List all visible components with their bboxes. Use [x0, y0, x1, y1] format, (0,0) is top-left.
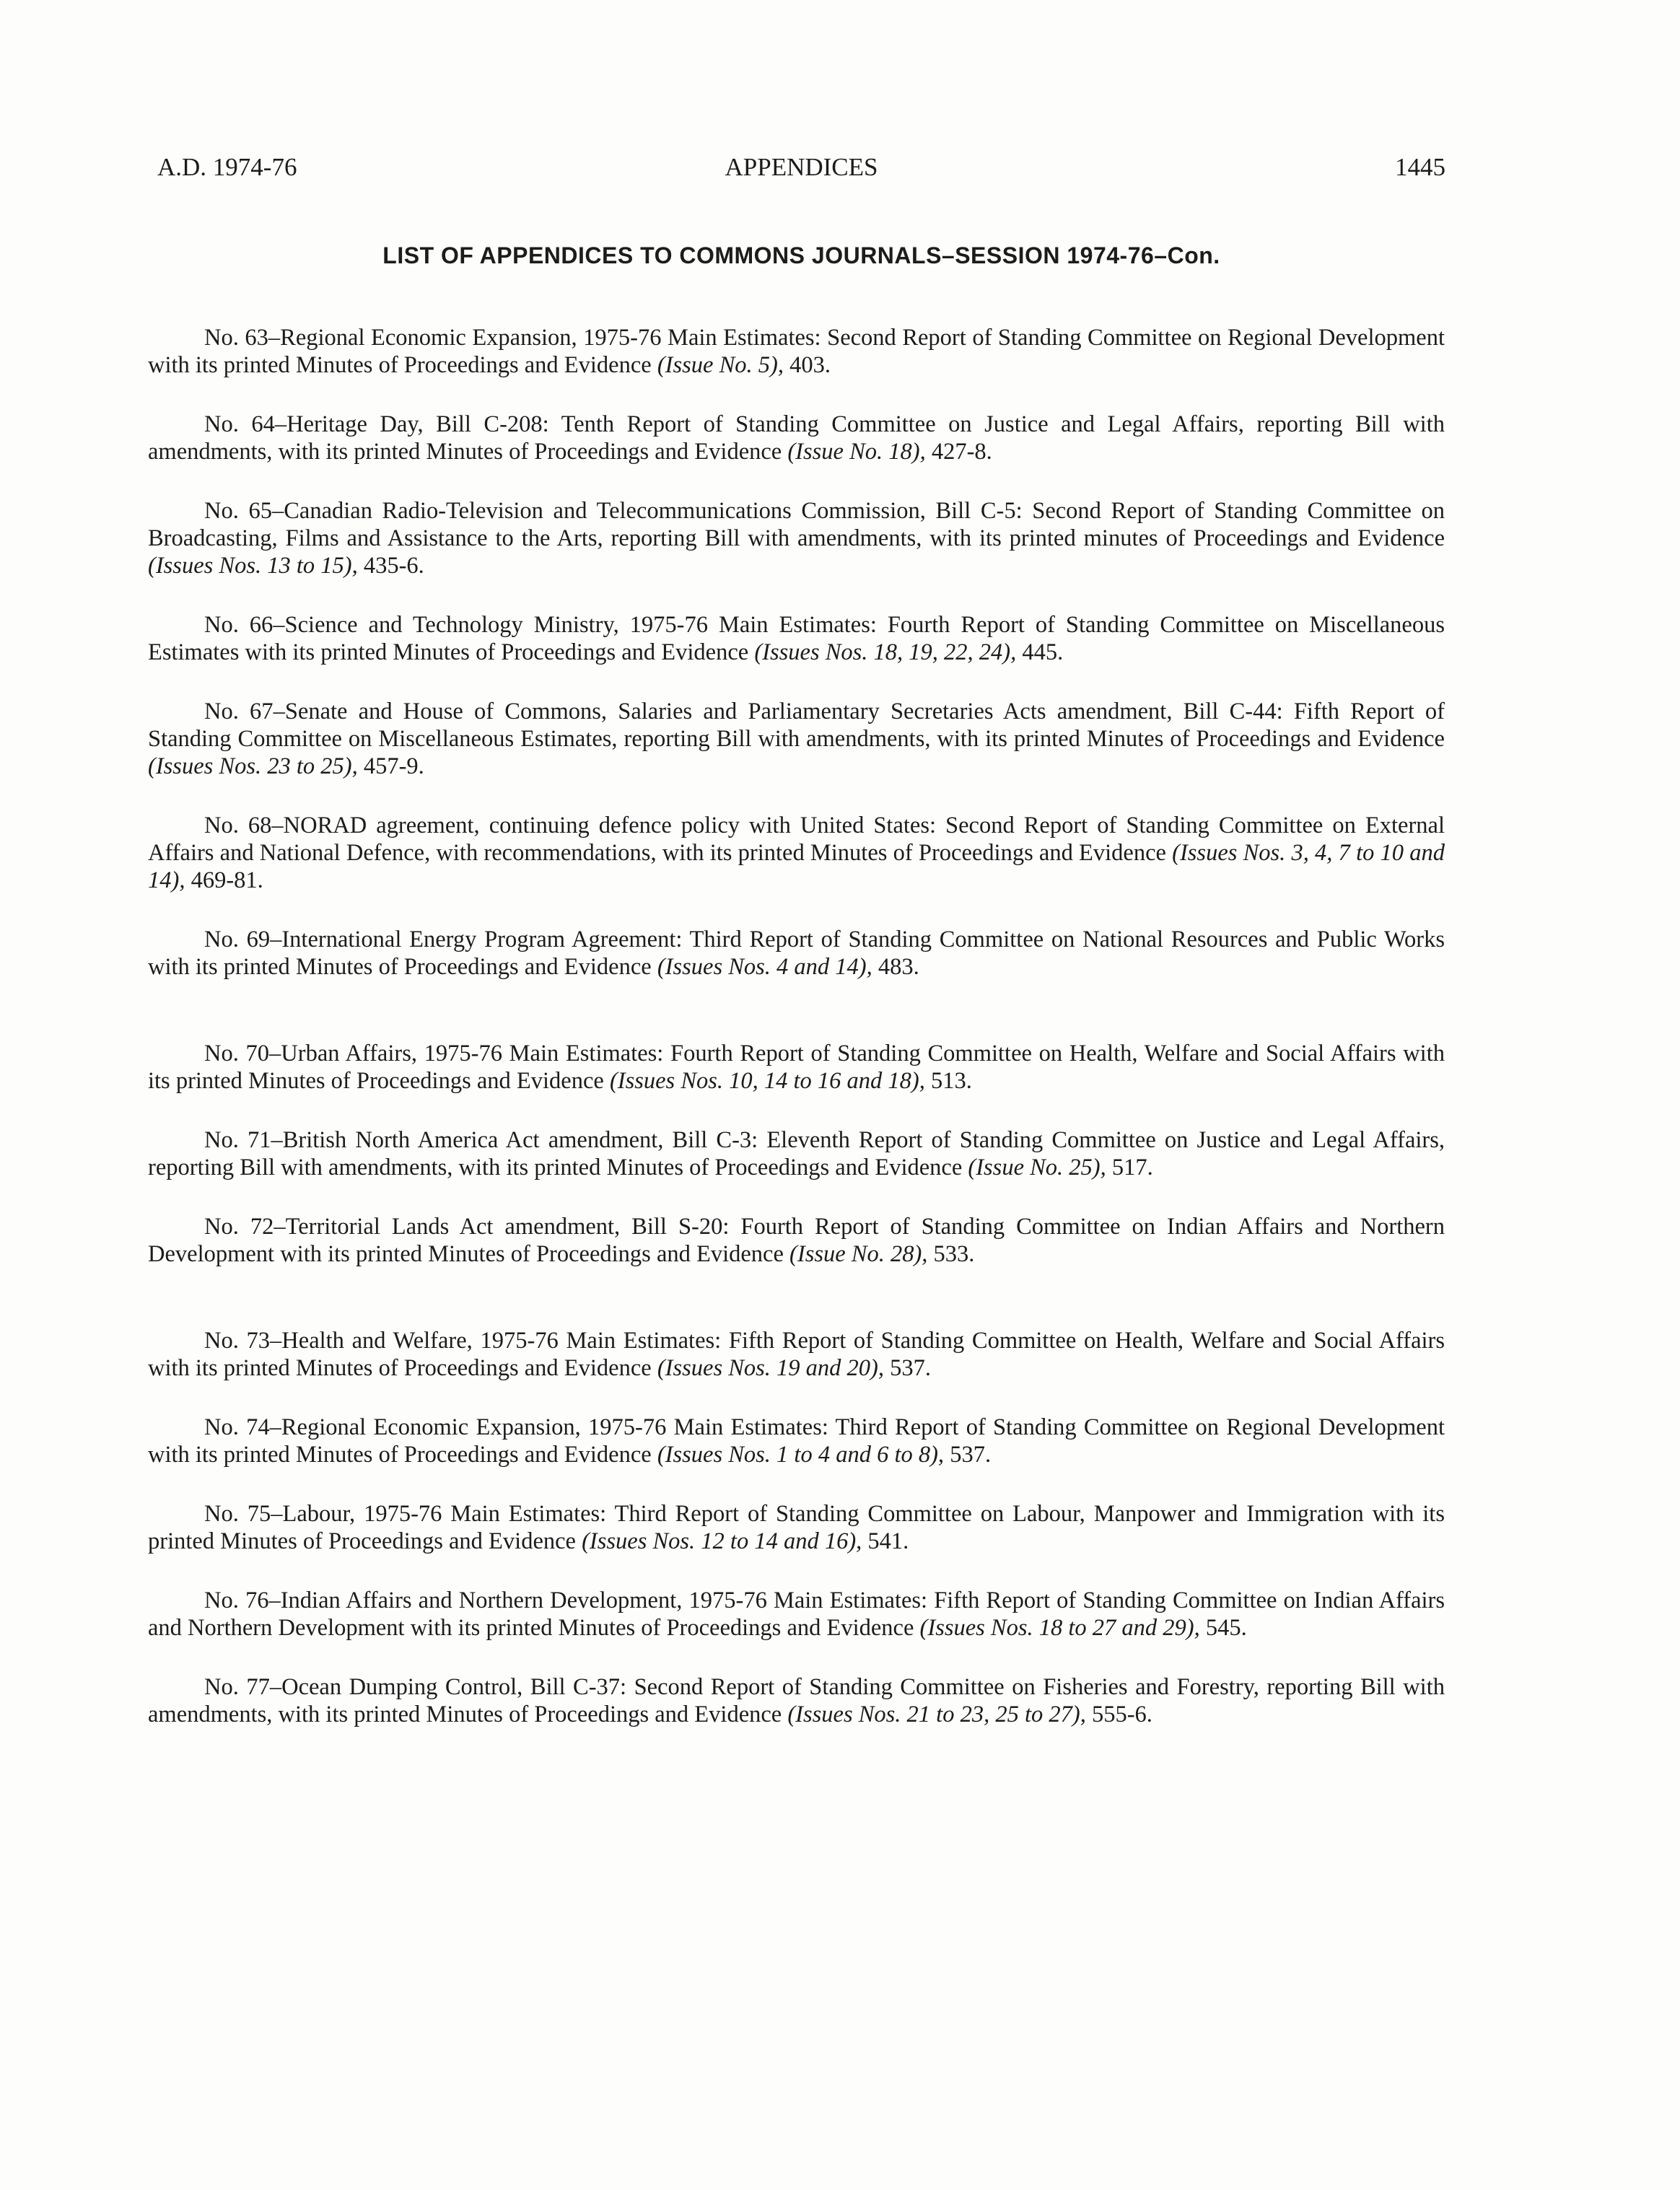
entry-number: No. 70: [204, 1041, 270, 1066]
entry-number: No. 71: [204, 1127, 271, 1153]
entry-pages: 435-6.: [357, 553, 424, 579]
entry-number: No. 64: [204, 411, 275, 437]
entry-pages: 541.: [862, 1528, 909, 1554]
entry-text: –Indian Affairs and Northern Development, 1975-76 Main Estimates: Fifth Report of Standing Committee on Indian Affairs and Northern Development with its printed Minutes of Proceedings and Evidence: [148, 1587, 1445, 1641]
entry-number: No. 73: [204, 1328, 271, 1354]
entry-number: No. 74: [204, 1414, 270, 1440]
entry-pages: 457-9.: [357, 753, 424, 779]
entry-pages: 469-81.: [185, 867, 263, 893]
appendix-entry-72: [148, 1213, 1445, 1268]
entry-text: –Senate and House of Commons, Salaries and Parliamentary Secretaries Acts amendment, Bill C-44: Fifth Report of Standing Committee on Miscellaneous Estimates, reporting Bill with amendments, with its printed Minutes of Proceedings and Evidence: [148, 698, 1445, 752]
entry-pages: 483.: [872, 954, 919, 980]
entry-pages: 445.: [1016, 639, 1064, 665]
appendix-entry-70: [148, 1040, 1445, 1095]
entry-issue: (Issue No. 28),: [789, 1241, 928, 1267]
appendix-entry-63: [148, 324, 1445, 379]
entry-text: –Territorial Lands Act amendment, Bill S-20: Fourth Report of Standing Committee on Indian Affairs and Northern Development with its printed Minutes of Proceedings and Evidence: [148, 1214, 1445, 1267]
entry-issue: (Issues Nos. 12 to 14 and 16),: [582, 1528, 862, 1554]
entry-pages: 545.: [1199, 1615, 1247, 1641]
entry-pages: 517.: [1106, 1155, 1153, 1181]
entry-issue: (Issues Nos. 19 and 20),: [657, 1355, 884, 1381]
entry-issue: (Issues Nos. 1 to 4 and 6 to 8),: [657, 1442, 945, 1468]
entry-number: No. 69: [204, 927, 271, 952]
entry-number: No. 68: [204, 813, 272, 838]
entry-issue: (Issue No. 25),: [968, 1155, 1106, 1181]
entry-pages: 533.: [927, 1241, 975, 1267]
appendix-entry-67: [148, 698, 1445, 780]
entry-number: No. 76: [204, 1587, 269, 1613]
entry-text: –Labour, 1975-76 Main Estimates: Third Report of Standing Committee on Labour, Manpower and Immigration with its printed Minutes of Proceedings and Evidence: [148, 1501, 1445, 1554]
appendix-entry-76: [148, 1587, 1445, 1642]
entry-text: –British North America Act amendment, Bill C-3: Eleventh Report of Standing Committee on Justice and Legal Affairs, reporting Bill with amendments, with its printed Minutes of Proceedings and Evidence: [148, 1127, 1445, 1181]
entry-issue: (Issues Nos. 3, 4, 7 to 10 and 14),: [148, 840, 1445, 893]
entry-text: –Heritage Day, Bill C-208: Tenth Report of Standing Committee on Justice and Legal Affairs, reporting Bill with amendments, with its printed Minutes of Proceedings and Evidence: [148, 411, 1445, 465]
entry-number: No. 66: [204, 612, 274, 638]
entry-pages: 555-6.: [1085, 1701, 1152, 1727]
appendix-entry-64: [148, 411, 1445, 465]
running-head: [157, 150, 1445, 185]
entry-issue: (Issues Nos. 4 and 14),: [657, 954, 872, 980]
entry-pages: 427-8.: [925, 439, 992, 465]
appendix-entry-66: [148, 611, 1445, 666]
appendix-entry-68: [148, 812, 1445, 894]
entry-text: –Urban Affairs, 1975-76 Main Estimates: Fourth Report of Standing Committee on Health, Welfare and Social Affairs with its printed Minutes of Proceedings and Evidence: [148, 1041, 1445, 1094]
entry-text: –Science and Technology Ministry, 1975-76 Main Estimates: Fourth Report of Standing Committee on Miscellaneous Estimates with its printed Minutes of Proceedings and Evidence: [148, 612, 1445, 665]
entry-issue: (Issues Nos. 21 to 23, 25 to 27),: [787, 1701, 1086, 1727]
appendix-list: [148, 324, 1445, 1760]
entry-issue: (Issues Nos. 13 to 15),: [148, 553, 358, 579]
appendix-entry-77: [148, 1673, 1445, 1728]
header-section-title: APPENDICES: [725, 153, 878, 181]
entry-pages: 537.: [944, 1442, 992, 1468]
entry-number: No. 77: [204, 1674, 270, 1700]
appendix-entry-75: [148, 1500, 1445, 1555]
appendix-entry-69: [148, 926, 1445, 981]
entry-text: –International Energy Program Agreement: Third Report of Standing Committee on National Resources and Public Works with its printed Minutes of Proceedings and Evidence: [148, 927, 1445, 980]
entry-number: No. 67: [204, 698, 274, 724]
entry-number: No. 75: [204, 1501, 271, 1527]
entry-number: No. 63: [204, 325, 268, 351]
entry-text: –Regional Economic Expansion, 1975-76 Main Estimates: Third Report of Standing Committee on Regional Development with its printed Minutes of Proceedings and Evidence: [148, 1414, 1445, 1468]
entry-issue: (Issues Nos. 10, 14 to 16 and 18),: [609, 1068, 925, 1094]
entry-number: No. 72: [204, 1214, 274, 1240]
entry-issue: (Issue No. 5),: [657, 352, 784, 378]
entry-text: –Health and Welfare, 1975-76 Main Estimates: Fifth Report of Standing Committee on Health, Welfare and Social Affairs with its printed Minutes of Proceedings and Evidence: [148, 1328, 1445, 1381]
appendix-entry-74: [148, 1414, 1445, 1468]
entry-number: No. 65: [204, 498, 272, 524]
list-title: LIST OF APPENDICES TO COMMONS JOURNALS–SESSION 1974-76–Con.: [382, 242, 1220, 268]
entry-pages: 513.: [924, 1068, 972, 1094]
entry-text: –Regional Economic Expansion, 1975-76 Main Estimates: Second Report of Standing Committee on Regional Development with its printed Minutes of Proceedings and Evidence: [148, 325, 1445, 378]
header-date-range: A.D. 1974-76: [157, 153, 297, 181]
entry-issue: (Issues Nos. 23 to 25),: [148, 753, 358, 779]
page-number: 1445: [1395, 153, 1445, 181]
entry-issue: (Issue No. 18),: [787, 439, 926, 465]
entry-text: –NORAD agreement, continuing defence policy with United States: Second Report of Standing Committee on External Affairs and National Defence, with recommendations, with its printed Minutes of Proceedings and Evidence: [148, 813, 1445, 866]
entry-issue: (Issues Nos. 18, 19, 22, 24),: [754, 639, 1017, 665]
entry-pages: 537.: [884, 1355, 931, 1381]
appendix-entry-71: [148, 1126, 1445, 1181]
entry-text: –Canadian Radio-Television and Telecommunications Commission, Bill C-5: Second Report of Standing Committee on Broadcasting, Films and Assistance to the Arts, reporting Bill with amendments, with its printed minutes of Proceedings and Evidence: [148, 498, 1445, 551]
entry-pages: 403.: [783, 352, 831, 378]
entry-issue: (Issues Nos. 18 to 27 and 29),: [919, 1615, 1200, 1641]
appendix-entry-73: [148, 1327, 1445, 1382]
entry-text: –Ocean Dumping Control, Bill C-37: Second Report of Standing Committee on Fisheries and Forestry, reporting Bill with amendments, with its printed Minutes of Proceedings and Evidence: [148, 1674, 1445, 1727]
appendix-entry-65: [148, 497, 1445, 579]
